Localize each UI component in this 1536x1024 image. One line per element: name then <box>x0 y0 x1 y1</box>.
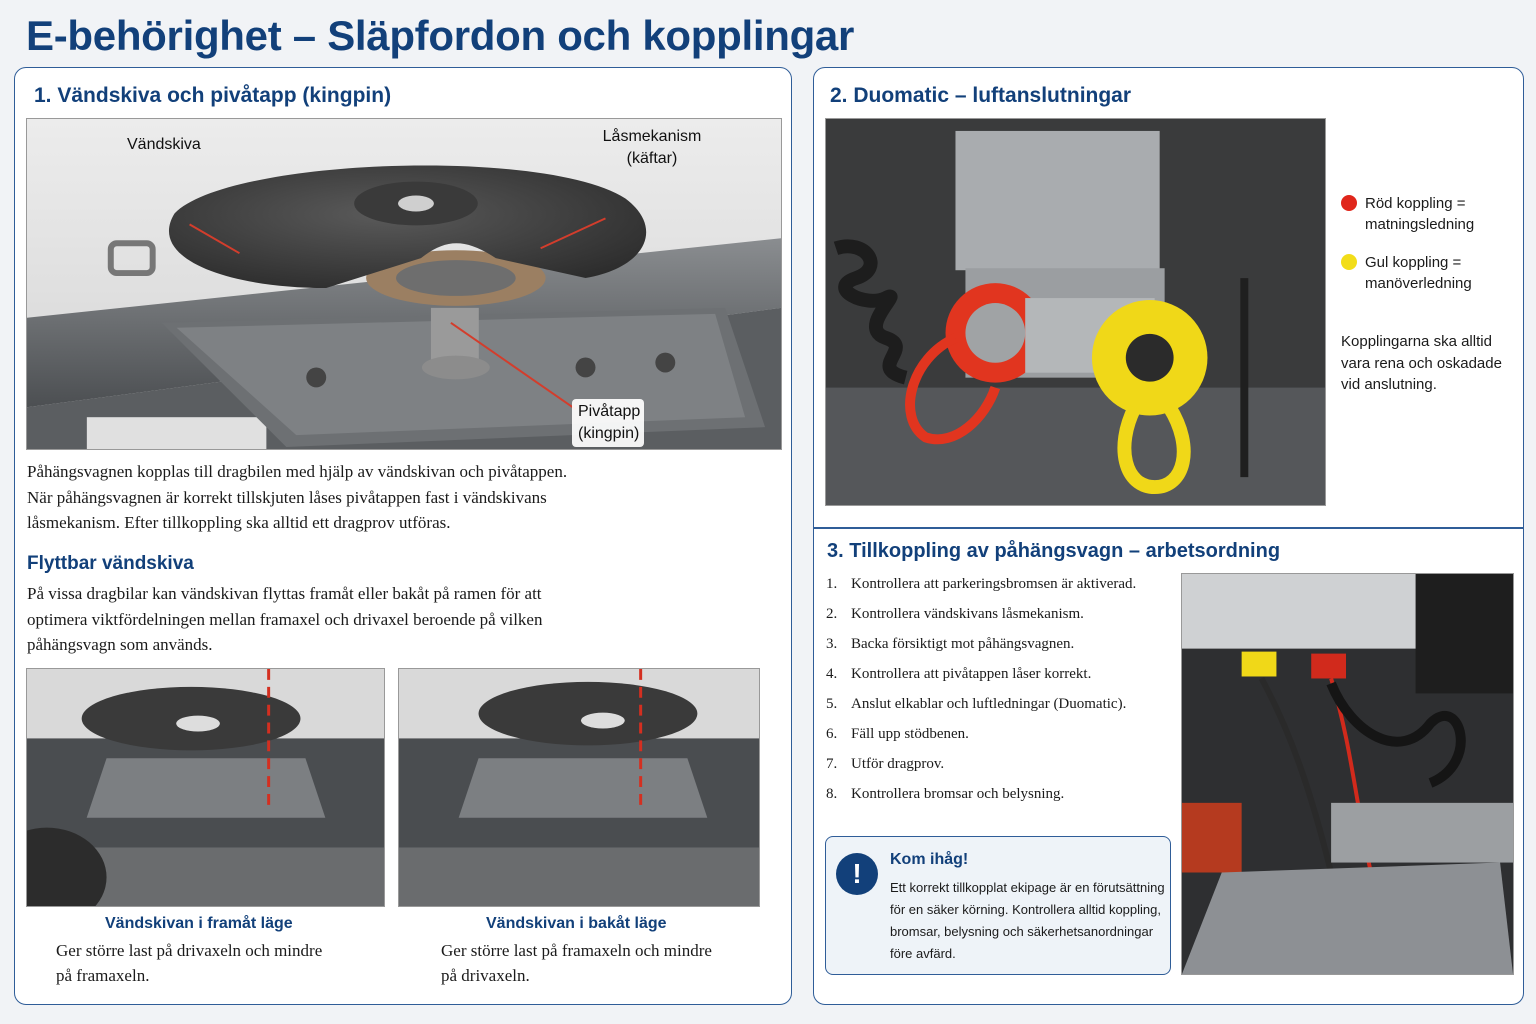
step-number: 7. <box>826 756 838 772</box>
step-item <box>826 666 1176 696</box>
backward-position-text <box>441 938 761 988</box>
section2-heading: 2. Duomatic – luftanslutningar <box>830 84 1132 107</box>
movable-text-line: optimera viktfördelningen mellan framaxel och drivaxel beroende på vilken <box>27 609 543 629</box>
description-line: När påhängsvagnen är korrekt tillskjuten låses pivåtappen fast i vändskivans <box>27 487 547 507</box>
step-number: 3. <box>826 636 838 652</box>
red-dot-icon <box>1341 195 1357 211</box>
forward-text-line: Ger större last på drivaxeln och mindre <box>56 941 323 960</box>
legend-red-coupling <box>1341 193 1474 235</box>
step-text: Fäll upp stödbenen. <box>851 726 969 742</box>
label-locking-line1: Låsmekanism <box>602 128 702 145</box>
legend-yellow-text <box>1365 252 1472 294</box>
step-text: Kontrollera bromsar och belysning. <box>851 786 1065 802</box>
coupling-steps-list <box>826 576 1176 816</box>
step-text: Anslut elkablar och luftledningar (Duomatic). <box>851 696 1127 712</box>
step-item <box>826 636 1176 666</box>
step-number: 8. <box>826 786 838 802</box>
coupling-note-line: Kopplingarna ska alltid <box>1341 333 1492 350</box>
backward-position-photo <box>398 668 760 907</box>
exclamation-icon: ! <box>836 853 878 895</box>
step-number: 5. <box>826 696 838 712</box>
label-locking-line2: (käftar) <box>626 150 678 167</box>
step-number: 1. <box>826 576 838 592</box>
coupling-note-line: vid anslutning. <box>1341 376 1437 393</box>
legend-red-text <box>1365 193 1474 235</box>
step-item <box>826 606 1176 636</box>
label-kingpin-line2: (kingpin) <box>578 425 640 442</box>
section3-heading: 3. Tillkoppling av påhängsvagn – arbetsordning <box>827 540 1281 562</box>
page-title: E-behörighet – Släpfordon och kopplingar <box>26 12 855 59</box>
description-line: Påhängsvagnen kopplas till dragbilen med hjälp av vändskivan och pivåtappen. <box>27 462 568 481</box>
step-item <box>826 696 1176 726</box>
remember-box <box>825 836 1171 975</box>
step-text: Kontrollera vändskivans låsmekanism. <box>851 606 1084 622</box>
movable-text-line: På vissa dragbilar kan vändskivan flyttas framåt eller bakåt på ramen för att <box>27 584 542 603</box>
section1-heading: 1. Vändskiva och pivåtapp (kingpin) <box>34 84 392 107</box>
legend-yellow-line: manöverledning <box>1365 275 1472 292</box>
remember-line: bromsar, belysning och säkerhetsanordningar <box>890 924 1154 939</box>
legend-yellow-coupling <box>1341 252 1472 294</box>
forward-position-text <box>56 938 376 988</box>
movable-text-line: påhängsvagn som används. <box>27 635 213 654</box>
step-item <box>826 726 1176 756</box>
step-number: 4. <box>826 666 838 682</box>
label-locking-mechanism <box>592 126 712 170</box>
step-text: Backa försiktigt mot påhängsvagnen. <box>851 636 1075 652</box>
step-item <box>826 576 1176 606</box>
remember-text <box>890 877 1166 965</box>
fifth-wheel-description <box>27 459 767 536</box>
step-item <box>826 786 1176 816</box>
movable-fifth-wheel-heading: Flyttbar vändskiva <box>27 553 194 574</box>
backward-position-title: Vändskivan i bakåt läge <box>486 915 667 932</box>
coupling-note-line: vara rena och oskadade <box>1341 354 1502 372</box>
forward-text-line: på framaxeln. <box>56 966 150 985</box>
forward-position-photo <box>26 668 385 907</box>
legend-red-line: Röd koppling = <box>1365 195 1466 212</box>
remember-line: Ett korrekt tillkopplat ekipage är en förutsättning <box>890 880 1165 895</box>
movable-fifth-wheel-text <box>27 581 767 658</box>
step-number: 2. <box>826 606 838 622</box>
step-text: Kontrollera att pivåtappen låser korrekt. <box>851 666 1092 682</box>
coupling-note <box>1341 331 1502 396</box>
remember-title: Kom ihåg! <box>890 851 969 868</box>
section-divider <box>814 527 1523 529</box>
duomatic-photo <box>825 118 1326 506</box>
section-fifth-wheel <box>14 67 792 1005</box>
trailer-connection-photo <box>1181 573 1514 975</box>
step-text: Kontrollera att parkeringsbromsen är aktiverad. <box>851 576 1137 592</box>
label-kingpin-line1: Pivåtapp <box>578 403 641 420</box>
step-text: Utför dragprov. <box>851 756 945 772</box>
section-couplings <box>813 67 1524 1005</box>
remember-line: före avfärd. <box>890 946 956 961</box>
backward-text-line: Ger större last på framaxeln och mindre <box>441 941 712 960</box>
backward-text-line: på drivaxeln. <box>441 966 530 985</box>
remember-line: för en säker körning. Kontrollera alltid koppling, <box>890 902 1161 917</box>
description-line: låsmekanism. Efter tillkoppling ska alltid ett dragprov utföras. <box>27 513 451 532</box>
legend-yellow-line: Gul koppling = <box>1365 254 1462 271</box>
yellow-dot-icon <box>1341 254 1357 270</box>
forward-position-title: Vändskivan i framåt läge <box>105 915 293 932</box>
label-kingpin <box>572 399 644 447</box>
label-fifth-wheel-plate: Vändskiva <box>127 136 201 153</box>
step-item <box>826 756 1176 786</box>
legend-red-line: matningsledning <box>1365 216 1475 233</box>
step-number: 6. <box>826 726 838 742</box>
